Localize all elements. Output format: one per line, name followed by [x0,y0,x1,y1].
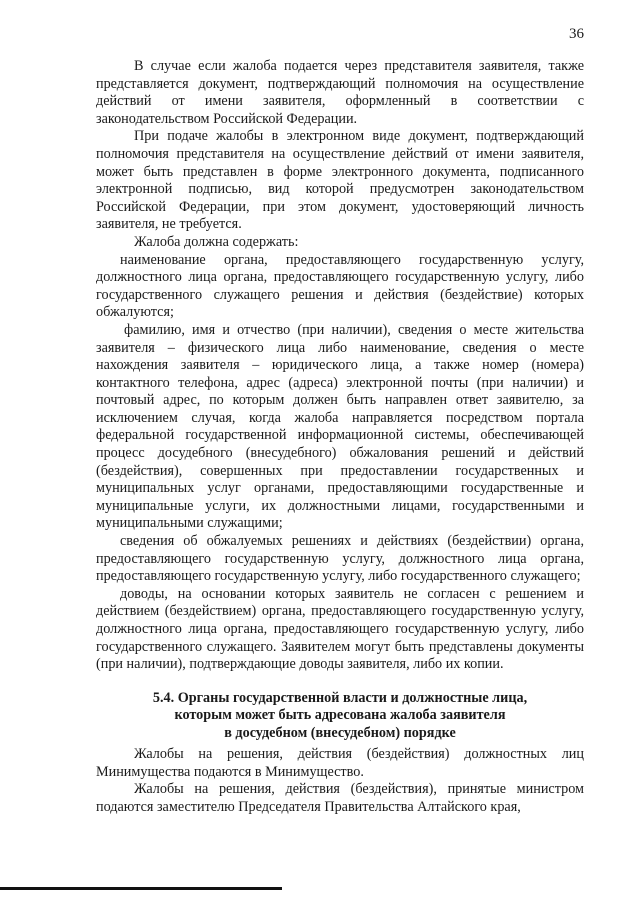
footer-divider [0,887,282,890]
paragraph-complaints-minister: Жалобы на решения, действия (бездействия), принятые министром подаются заместителю Председателя Правительства Алтайского края, [96,781,584,815]
section-heading [96,690,584,742]
paragraph-complaint-contents-intro: Жалоба должна содержать: [134,233,299,250]
list-item-organ-name: наименование органа, предоставляющего государственную услугу, должностного лица органа, предоставляющего государственную услугу, либо государственного служащего решения и действия (бездействие) которых обжалуются; [96,251,584,321]
document-body [96,58,584,816]
paragraph-complaints-officials: Жалобы на решения, действия (бездействия) должностных лиц Минимущества подаются в Минимущество. [96,746,584,780]
paragraph-representative: В случае если жалоба подается через представителя заявителя, также представляется документ, подтверждающий полномочия на осуществление действий от имени заявителя, оформленный в соответствии с законодательством Российской Федерации. [96,58,584,127]
paragraph-electronic-submission: При подаче жалобы в электронном виде документ, подтверждающий полномочия представителя на осуществление действий от имени заявителя, может быть представлен в форме электронного документа, подписанного электронной подписью, вид которой предусмотрен законодательством Российской Федерации, при этом документ, удостоверяющий личность заявителя, не требуется. [96,128,584,233]
section-heading-line: в досудебном (внесудебном) порядке [224,724,456,741]
list-item-arguments: доводы, на основании которых заявитель не согласен с решением и действием (бездействием) органа, предоставляющего государственную услугу, должностного лица органа, предоставляющего государственную услугу, либо государственного служащего. Заявителем могут быть представлены документы (при наличии), подтверждающие доводы заявителя, либо их копии. [96,585,584,673]
list-item-applicant-details: фамилию, имя и отчество (при наличии), сведения о месте жительства заявителя – физического лица либо наименование, сведения о месте нахождения заявителя – юридического лица, а также номер (номера) контактного телефона, адрес (адреса) электронной почты (при наличии) и почтовый адрес, по которым должен быть направлен ответ заявителю, за исключением случая, когда жалоба направляется посредством портала федеральной государственной информационной системы, обеспечивающей процесс досудебного (внесудебного) обжалования решений и действий (бездействия), совершенных при предоставлении государственных и муниципальных услуг органами, предоставляющими государственные и муниципальные услуги, их должностными лицами, государственными и муниципальными служащими; [96,321,584,532]
page-number: 36 [569,26,584,42]
section-heading-line: которым может быть адресована жалоба заявителя [174,707,506,724]
section-heading-line: 5.4. Органы государственной власти и должностные лица, [152,689,528,706]
list-item-appealed-decisions: сведения об обжалуемых решениях и действиях (бездействии) органа, предоставляющего государственную услугу, должностного лица органа, предоставляющего государственную услугу, либо государственного служащего; [96,533,584,585]
